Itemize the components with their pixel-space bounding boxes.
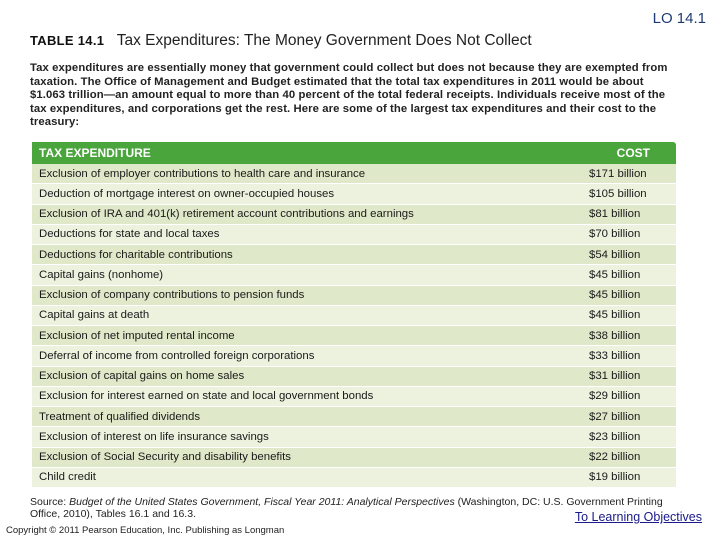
table-number: TABLE 14.1 bbox=[30, 33, 105, 48]
expenditure-cost: $38 billion bbox=[589, 329, 641, 342]
source-title: Budget of the United States Government, Fiscal Year 2011: Analytical Perspectives bbox=[69, 496, 455, 508]
table-row bbox=[32, 387, 676, 407]
table-row bbox=[32, 346, 676, 366]
header-expenditure: TAX EXPENDITURE bbox=[39, 146, 151, 160]
table-row bbox=[32, 407, 676, 427]
table-row bbox=[32, 367, 676, 387]
expenditure-name: Deductions for charitable contributions bbox=[39, 248, 233, 261]
table-row bbox=[32, 448, 676, 468]
expenditure-cost: $45 billion bbox=[589, 289, 641, 302]
expenditure-cost: $81 billion bbox=[589, 208, 641, 221]
table-title-row bbox=[30, 32, 532, 50]
expenditure-cost: $70 billion bbox=[589, 228, 641, 241]
copyright-note: Copyright © 2011 Pearson Education, Inc. Publishing as Longman bbox=[6, 525, 285, 536]
table-row bbox=[32, 326, 676, 346]
expenditure-name: Exclusion for interest earned on state and local government bonds bbox=[39, 390, 374, 403]
expenditure-name: Treatment of qualified dividends bbox=[39, 410, 201, 423]
table-row bbox=[32, 184, 676, 204]
table-row bbox=[32, 205, 676, 225]
expenditure-cost: $23 billion bbox=[589, 430, 641, 443]
expenditure-name: Exclusion of capital gains on home sales bbox=[39, 370, 245, 383]
table-row bbox=[32, 286, 676, 306]
expenditure-name: Capital gains at death bbox=[39, 309, 150, 322]
table-header bbox=[32, 142, 676, 164]
table-row bbox=[32, 306, 676, 326]
source-prefix: Source: bbox=[30, 496, 70, 508]
table-row bbox=[32, 245, 676, 265]
expenditure-cost: $45 billion bbox=[589, 268, 641, 281]
learning-objectives-link[interactable]: To Learning Objectives bbox=[574, 510, 702, 524]
expenditure-cost: $45 billion bbox=[589, 309, 641, 322]
table-row bbox=[32, 164, 676, 184]
table-title: Tax Expenditures: The Money Government Does Not Collect bbox=[116, 32, 532, 49]
table-row bbox=[32, 468, 676, 488]
expenditure-name: Deferral of income from controlled foreign corporations bbox=[39, 349, 315, 362]
header-cost: COST bbox=[616, 146, 650, 160]
expenditure-name: Exclusion of net imputed rental income bbox=[39, 329, 235, 342]
table-row bbox=[32, 225, 676, 245]
expenditure-name: Deductions for state and local taxes bbox=[39, 228, 220, 241]
expenditure-cost: $19 billion bbox=[589, 471, 641, 484]
source-rest: (Washington, DC: U.S. Government Printing Office, 2010), Tables 16.1 and 16.3. bbox=[30, 496, 663, 520]
expenditure-name: Exclusion of Social Security and disability benefits bbox=[39, 451, 291, 464]
expenditure-cost: $27 billion bbox=[589, 410, 641, 423]
expenditure-name: Exclusion of IRA and 401(k) retirement account contributions and earnings bbox=[39, 208, 414, 221]
table-body bbox=[32, 164, 676, 488]
expenditure-name: Capital gains (nonhome) bbox=[39, 268, 164, 281]
expenditure-cost: $29 billion bbox=[589, 390, 641, 403]
expenditure-name: Exclusion of company contributions to pension funds bbox=[39, 289, 305, 302]
expenditure-name: Deduction of mortgage interest on owner-occupied houses bbox=[39, 187, 335, 200]
expenditure-cost: $54 billion bbox=[589, 248, 641, 261]
expenditure-cost: $33 billion bbox=[589, 349, 641, 362]
expenditure-cost: $105 billion bbox=[589, 187, 647, 200]
tax-expenditure-table bbox=[32, 142, 676, 488]
intro-paragraph: Tax expenditures are essentially money that government could collect but does not because they are exempted from taxation. The Office of Management and Budget estimated that the total tax expenditures in 2011 would be about $1.063 trillion—an amount equal to more than 40 percent of the total federal receipts. Individuals receive most of the tax expenditures, and corporations get the rest. Here are some of the largest tax expenditures and their cost to the treasury: bbox=[30, 62, 668, 128]
expenditure-name: Exclusion of employer contributions to health care and insurance bbox=[39, 167, 366, 180]
lo-label: LO 14.1 bbox=[652, 10, 706, 27]
expenditure-cost: $171 billion bbox=[589, 167, 647, 180]
table-row bbox=[32, 427, 676, 447]
expenditure-name: Child credit bbox=[39, 471, 96, 484]
expenditure-cost: $31 billion bbox=[589, 370, 641, 383]
expenditure-cost: $22 billion bbox=[589, 451, 641, 464]
expenditure-name: Exclusion of interest on life insurance savings bbox=[39, 430, 269, 443]
table-row bbox=[32, 265, 676, 285]
